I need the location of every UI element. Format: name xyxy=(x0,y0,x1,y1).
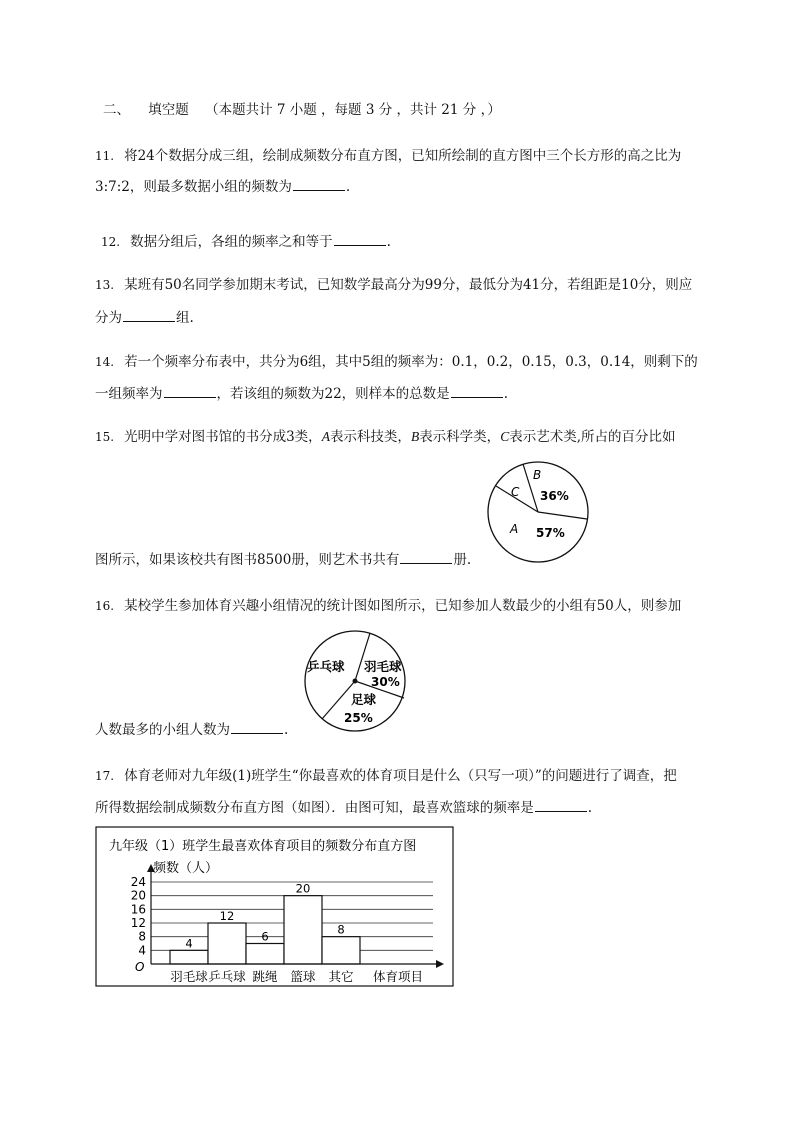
q11-text1: 将24个数据分成三组，绘制成频数分布直方图，已知所绘制的直方图中三个长方形的高之比为 xyxy=(124,148,682,164)
q17-line2 xyxy=(95,799,592,817)
q16-pie-pct-football: 25% xyxy=(344,711,373,725)
q15-letter-b: B xyxy=(410,429,420,444)
y-tick-label: 12 xyxy=(130,916,146,930)
histogram-title: 九年级（1）班学生最喜欢体育项目的频数分布直方图 xyxy=(109,839,417,854)
q11-answer-blank[interactable] xyxy=(293,178,345,191)
q16-line2 xyxy=(95,721,288,739)
q14-answer-blank-1[interactable] xyxy=(164,385,216,398)
bar-value-label: 12 xyxy=(219,909,235,923)
q13-line2 xyxy=(95,309,194,327)
q13-number: 13. xyxy=(95,278,115,292)
q14-end: . xyxy=(503,386,508,402)
q16-pie-label-pingpong: 乒乓球 xyxy=(307,659,345,674)
q12-end: . xyxy=(386,234,391,250)
q15-pie-label-c: C xyxy=(511,485,520,499)
q16-answer-blank[interactable] xyxy=(231,721,283,734)
q15-text-p4: 表示艺术类,所占的百分比如 xyxy=(509,429,676,445)
q17-text2a: 所得数据绘制成频数分布直方图（如图）．由图可知，最喜欢篮球的频率是 xyxy=(95,800,534,816)
q13-text2a: 分为 xyxy=(95,310,122,326)
x-category-label: 羽毛球 xyxy=(170,969,208,984)
histogram-bar xyxy=(246,944,284,965)
q14-line2 xyxy=(95,385,508,403)
x-category-label: 乒乓球 xyxy=(208,969,246,984)
q16-pie-label-football: 足球 xyxy=(351,692,377,707)
q15-pie-label-a: A xyxy=(510,522,519,536)
x-category-label: 跳绳 xyxy=(252,969,278,984)
q16-text1: 某校学生参加体育兴趣小组情况的统计图如图所示，已知参加人数最少的小组有50人，则参加 xyxy=(124,598,682,614)
q11-number: 11. xyxy=(95,149,115,163)
q17-number: 17. xyxy=(95,769,115,783)
q15-pie-chart xyxy=(480,455,596,570)
q16-pie-pct-badminton: 30% xyxy=(371,675,400,689)
q15-text-p2: 表示科技类， xyxy=(329,429,411,445)
q16-end: . xyxy=(284,722,289,738)
y-tick-label: 20 xyxy=(130,888,146,903)
x-category-label: 篮球 xyxy=(290,969,316,984)
q17-text1: 体育老师对九年级(1)班学生“你最喜欢的体育项目是什么（只写一项）”的问题进行了调查，把 xyxy=(124,768,677,784)
bar-value-label: 8 xyxy=(337,922,345,937)
q15-pie-pct-b: 36% xyxy=(540,489,569,503)
q16-text2a: 人数最多的小组人数为 xyxy=(95,722,230,738)
q14-answer-blank-2[interactable] xyxy=(451,385,503,398)
q11-line2 xyxy=(95,178,350,196)
y-tick-label: 16 xyxy=(130,902,146,917)
y-tick-label: 24 xyxy=(130,875,146,889)
y-tick-label: 8 xyxy=(138,929,146,944)
bar-value-label: 4 xyxy=(185,936,193,951)
q16-pie-chart xyxy=(300,628,416,736)
section-header xyxy=(103,101,501,119)
bar-value-label: 20 xyxy=(295,881,311,896)
q15-number: 15. xyxy=(95,430,115,444)
histogram-bar xyxy=(322,937,360,964)
q15-answer-blank[interactable] xyxy=(400,551,452,564)
q16-pie-label-badminton: 羽毛球 xyxy=(364,659,402,674)
x-category-label: 其它 xyxy=(328,969,354,984)
y-tick-label: 4 xyxy=(138,943,146,958)
q14-text1: 若一个频率分布表中，共分为6组，其中5组的频率为：0.1，0.2，0.15，0.3，0.14，则剩下的 xyxy=(124,354,698,370)
q13-line1 xyxy=(95,276,692,294)
q14-line1 xyxy=(95,353,698,371)
q13-answer-blank[interactable] xyxy=(123,309,175,322)
q11-end: . xyxy=(345,179,351,195)
q17-histogram xyxy=(95,826,455,988)
bar-value-label: 6 xyxy=(261,929,269,944)
q12-answer-blank[interactable] xyxy=(334,233,386,246)
q12-number: 12. xyxy=(101,235,121,249)
q14-number: 14. xyxy=(95,355,115,369)
q11-text2: 3:7:2，则最多数据小组的频数为 xyxy=(95,179,292,195)
q17-end: . xyxy=(587,800,593,816)
section-info: （本题共计 7 小题 ，每题 3 分 ，共计 21 分 ，） xyxy=(205,102,501,118)
q17-answer-blank[interactable] xyxy=(535,799,587,812)
q15-line2 xyxy=(95,551,471,569)
histogram-xlabel: 体育项目 xyxy=(373,969,424,984)
q16-line1 xyxy=(95,597,681,615)
section-number: 二、 xyxy=(103,102,130,118)
q15-letter-c: C xyxy=(500,429,510,444)
q14-text2a: 一组频率为 xyxy=(95,386,163,402)
q16-pie-center xyxy=(353,679,358,684)
q16-number: 16. xyxy=(95,599,115,613)
q13-text2b: 组. xyxy=(176,310,194,326)
q15-text2a: 图所示，如果该校共有图书8500册，则艺术书共有 xyxy=(95,552,400,568)
q15-text-p3: 表示科学类， xyxy=(419,429,501,445)
q12-text: 数据分组后，各组的频率之和等于 xyxy=(130,234,333,250)
histogram-ylabel: 频数（人） xyxy=(153,861,219,876)
q15-pie-label-b: B xyxy=(533,468,542,482)
q15-text-p1: 光明中学对图书馆的书分成3类， xyxy=(124,429,322,445)
q11-line1 xyxy=(95,147,681,165)
q17-line1 xyxy=(95,767,677,785)
q15-text2b: 册. xyxy=(453,552,472,568)
section-title: 填空题 xyxy=(148,102,189,118)
q14-text2b: ，若该组的频数为22，则样本的总数是 xyxy=(216,386,450,402)
histogram-bar xyxy=(170,950,208,964)
q15-letter-a: A xyxy=(321,429,330,444)
q15-line1 xyxy=(95,428,676,446)
histogram-bar xyxy=(284,896,322,964)
q13-text1: 某班有50名同学参加期末考试，已知数学最高分为99分，最低分为41分，若组距是10分，则应 xyxy=(124,277,693,293)
q12-line xyxy=(101,233,391,251)
q15-pie-pct-a: 57% xyxy=(536,526,565,540)
histogram-bar xyxy=(208,923,246,964)
histogram-origin: O xyxy=(135,960,145,974)
